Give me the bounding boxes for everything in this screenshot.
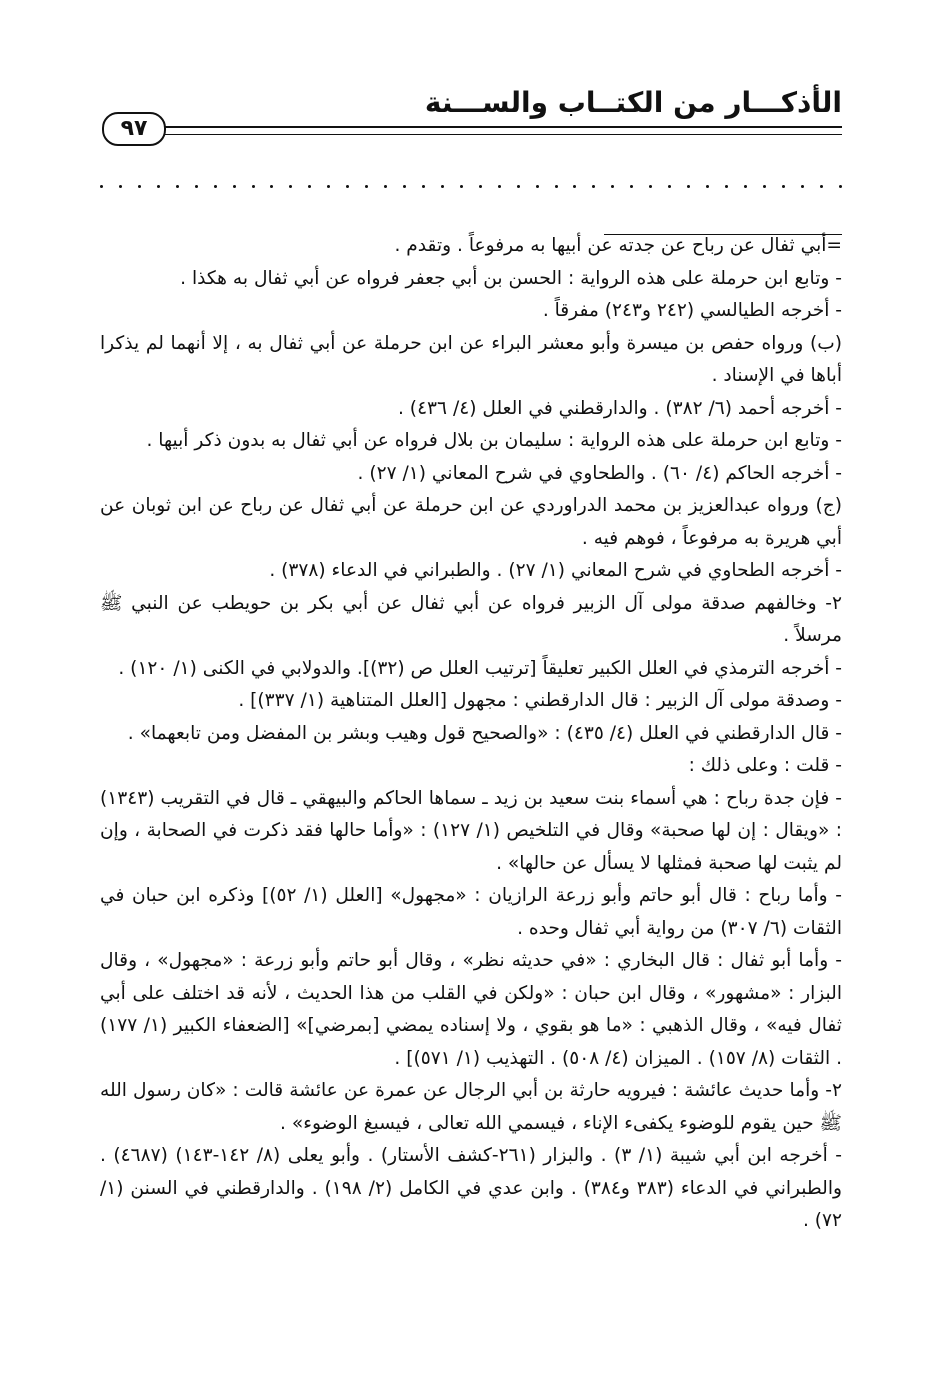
separator-dot [630, 185, 633, 188]
separator-dot [346, 185, 349, 188]
separator-dot [782, 185, 785, 188]
separator-dot [252, 185, 255, 188]
separator-dot [668, 185, 671, 188]
separator-dot [308, 185, 311, 188]
separator-dot [157, 185, 160, 188]
separator-dot [460, 185, 463, 188]
separator-dot [384, 185, 387, 188]
separator-dot [573, 185, 576, 188]
text-line: =أبي ثفال عن رباح عن جدته عن أبيها به مرفوعاً . وتقدم . [394, 235, 842, 256]
text-line: ٢- وخالفهم صدقة مولى آل الزبير فرواه عن أبي ثفال عن أبي بكر بن حويطب عن النبي ﷺ مرسلاً . [100, 592, 842, 646]
text-line: - قلت : وعلى ذلك : [688, 755, 842, 776]
separator-dot [441, 185, 444, 188]
text-line: - وتابع ابن حرملة على هذه الرواية : الحسن بن أبي جعفر فرواه عن أبي ثفال به هكذا . [180, 267, 842, 289]
footnote-body [100, 230, 842, 1238]
separator-dot [839, 185, 842, 188]
text-paragraph: - وأما رباح : قال أبو حاتم وأبو زرعة الرازيان : «مجهول» [العلل (١/ ٥٢)] وذكره ابن حبان في الثقات (٦/ ٣٠٧) من رواية أبي ثفال وحده . [100, 885, 842, 939]
separator-dot [138, 185, 141, 188]
separator-dot [270, 185, 273, 188]
separator-dot [592, 185, 595, 188]
separator-dot [517, 185, 520, 188]
text-line: - أخرجه الطيالسي (٢٤٢ و٢٤٣) مفرقاً . [542, 300, 842, 321]
text-paragraph: - أخرجه ابن أبي شيبة (١/ ٣) . والبزار (٢٦١-كشف الأستار) . وأبو يعلى (٨/ ١٤٢-١٤٣) (٤٦٨٧) . والطبراني في الدعاء (٣٨٣ و٣٨٤) . وابن عدي في الكامل (٢/ ١٩٨) . والدارقطني في السنن (١/ ٧٢) . [100, 1145, 842, 1231]
separator-dot [365, 185, 368, 188]
separator-dot [687, 185, 690, 188]
separator-dot [403, 185, 406, 188]
running-header-title: الأذكـــار من الكتــاب والســـنة [424, 86, 842, 119]
page-number-badge: ٩٧ [102, 112, 166, 146]
separator-dot [649, 185, 652, 188]
separator-dot [176, 185, 179, 188]
separator-dot [498, 185, 501, 188]
text-line: - أخرجه الترمذي في العلل الكبير تعليقاً [ترتيب العلل ص (٣٢)]. والدولابي في الكنى (١/ ١٢٠) . [118, 657, 842, 679]
text-line: - وصدقة مولى آل الزبير : قال الدارقطني : مجهول [العلل المتناهية (١/ ٣٣٧)] . [238, 690, 842, 711]
separator-dot [763, 185, 766, 188]
separator-dot [725, 185, 728, 188]
text-line: - أخرجه أحمد (٦/ ٣٨٢) . والدارقطني في العلل (٤/ ٤٣٦) . [397, 397, 842, 419]
separator-dot [706, 185, 709, 188]
separator-dot [119, 185, 122, 188]
text-paragraph: (ج) ورواه عبدالعزيز بن محمد الدراوردي عن ابن حرملة عن أبي ثفال عن رباح عن ابن ثوبان عن أبي هريرة به مرفوعاً ، فوهم فيه . [100, 495, 842, 549]
separator-dot [195, 185, 198, 188]
separator-dot [327, 185, 330, 188]
text-paragraph: (ب) ورواه حفص بن ميسرة وأبو معشر البراء عن ابن حرملة عن أبي ثفال به ، إلا أنهما لم يذكرا أباها في الإسناد . [100, 332, 842, 386]
header-rule [160, 126, 842, 135]
separator-dot [555, 185, 558, 188]
text-paragraph: - فإن جدة رباح : هي أسماء بنت سعيد بن زيد ـ سماها الحاكم والبيهقي ـ قال في التقريب (١٣٤٣) : «ويقال : إن لها صحبة» وقال في التلخيص (١/ ١٢٧) : «وأما حالها فقد ذكرت في الصحابة ، وإن لم يثبت لها صحبة فمثلها لا يسأل عن حالها» . [100, 787, 842, 874]
separator-dot [214, 185, 217, 188]
text-paragraph: ٢- وأما حديث عائشة : فيرويه حارثة بن أبي الرجال عن عمرة عن عائشة قالت : «كان رسول الله ﷺ حين يقوم للوضوء يكفىء الإناء ، فيسمي الله تعالى ، فيسبغ الوضوء» . [100, 1080, 842, 1134]
separator-dot [536, 185, 539, 188]
dotted-separator [100, 176, 842, 196]
text-paragraph: - وأما أبو ثفال : قال البخاري : «في حديثه نظر» ، وقال أبو حاتم وأبو زرعة : «مجهول» ، وقال البزار : «مشهور» ، وقال ابن حبان : «ولكن في القلب من هذا الحديث ، لأنه قد اختلف على أبي ثفال فيه» ، وقال الذهبي : «ما هو بقوي ، ولا إسناده يمضي [بمرضي]» [الضعفاء الكبير (١/ ١٧٧) . الثقات (٨/ ١٥٧) . الميزان (٤/ ٥٠٨) . التهذيب (١/ ٥٧١)] . [100, 950, 842, 1069]
separator-dot [744, 185, 747, 188]
separator-dot [233, 185, 236, 188]
separator-dot [422, 185, 425, 188]
separator-dot [611, 185, 614, 188]
text-line: - أخرجه الطحاوي في شرح المعاني (١/ ٢٧) . والطبراني في الدعاء (٣٧٨) . [269, 560, 842, 581]
text-line: - قال الدارقطني في العلل (٤/ ٤٣٥) : «والصحيح قول وهيب وبشر بن المفضل ومن تابعهما» . [127, 722, 842, 744]
separator-dot [801, 185, 804, 188]
text-line: - وتابع ابن حرملة على هذه الرواية : سليمان بن بلال فرواه عن أبي ثفال به بدون ذكر أبيها . [146, 430, 842, 451]
separator-dot [820, 185, 823, 188]
separator-dot [100, 185, 103, 188]
separator-dot [289, 185, 292, 188]
separator-dot [479, 185, 482, 188]
text-line: - أخرجه الحاكم (٤/ ٦٠) . والطحاوي في شرح المعاني (١/ ٢٧) . [357, 462, 842, 484]
